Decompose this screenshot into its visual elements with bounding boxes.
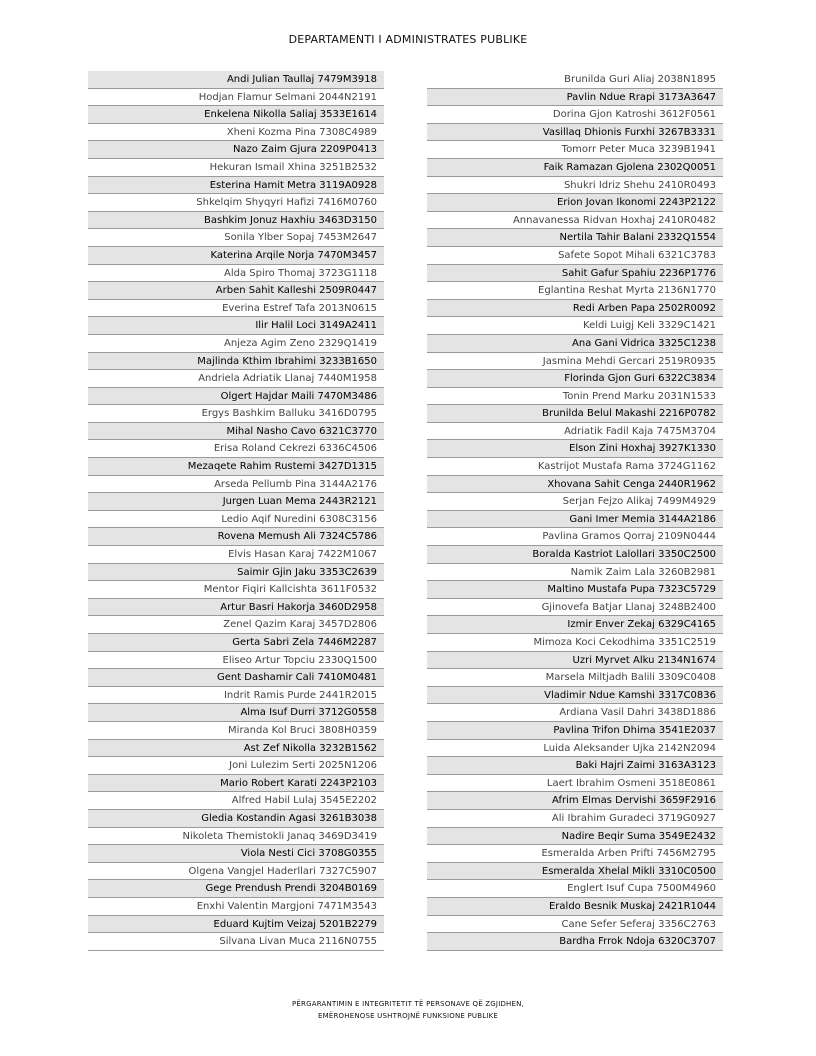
list-item: Nazo Zaim Gjura 2209P0413	[88, 141, 384, 159]
list-item: Pavlin Ndue Rrapi 3173A3647	[427, 89, 723, 107]
list-item: Alfred Habil Lulaj 3545E2202	[88, 792, 384, 810]
list-item: Boralda Kastriot Lalollari 3350C2500	[427, 546, 723, 564]
list-item: Shkelqim Shyqyri Hafizi 7416M0760	[88, 194, 384, 212]
list-item: Alma Isuf Durri 3712G0558	[88, 704, 384, 722]
list-item: Namik Zaim Lala 3260B2981	[427, 564, 723, 582]
list-item: Florinda Gjon Guri 6322C3834	[427, 370, 723, 388]
list-item: Olgena Vangjel Haderllari 7327C5907	[88, 863, 384, 881]
list-item: Eraldo Besnik Muskaj 2421R1044	[427, 898, 723, 916]
list-item: Faik Ramazan Gjolena 2302Q0051	[427, 159, 723, 177]
list-item: Safete Sopot Mihali 6321C3783	[427, 247, 723, 265]
list-item: Vladimir Ndue Kamshi 3317C0836	[427, 687, 723, 705]
list-item: Sahit Gafur Spahiu 2236P1776	[427, 265, 723, 283]
list-item: Dorina Gjon Katroshi 3612F0561	[427, 106, 723, 124]
list-item: Elvis Hasan Karaj 7422M1067	[88, 546, 384, 564]
list-item: Alda Spiro Thomaj 3723G1118	[88, 265, 384, 283]
list-item: Izmir Enver Zekaj 6329C4165	[427, 616, 723, 634]
list-item: Kastrijot Mustafa Rama 3724G1162	[427, 458, 723, 476]
left-name-column	[88, 71, 384, 951]
list-item: Jasmina Mehdi Gercari 2519R0935	[427, 353, 723, 371]
list-item: Bardha Frrok Ndoja 6320C3707	[427, 933, 723, 951]
list-item: Gani Imer Memia 3144A2186	[427, 511, 723, 529]
list-item: Shukri Idriz Shehu 2410R0493	[427, 177, 723, 195]
list-item: Elson Zini Hoxhaj 3927K1330	[427, 440, 723, 458]
list-item: Nikoleta Themistokli Janaq 3469D3419	[88, 828, 384, 846]
list-item: Everina Estref Tafa 2013N0615	[88, 300, 384, 318]
list-item: Silvana Livan Muca 2116N0755	[88, 933, 384, 951]
list-item: Annavanessa Ridvan Hoxhaj 2410R0482	[427, 212, 723, 230]
list-item: Zenel Qazim Karaj 3457D2806	[88, 616, 384, 634]
list-item: Indrit Ramis Purde 2441R2015	[88, 687, 384, 705]
list-item: Xheni Kozma Pina 7308C4989	[88, 124, 384, 142]
list-item: Xhovana Sahit Cenga 2440R1962	[427, 476, 723, 494]
list-item: Tonin Prend Marku 2031N1533	[427, 388, 723, 406]
list-item: Joni Lulezim Serti 2025N1206	[88, 757, 384, 775]
list-item: Esmeralda Xhelal Mikli 3310C0500	[427, 863, 723, 881]
list-item: Eliseo Artur Topciu 2330Q1500	[88, 652, 384, 670]
list-item: Mezaqete Rahim Rustemi 3427D1315	[88, 458, 384, 476]
list-item: Arben Sahit Kalleshi 2509R0447	[88, 282, 384, 300]
list-item: Bashkim Jonuz Haxhiu 3463D3150	[88, 212, 384, 230]
list-item: Mihal Nasho Cavo 6321C3770	[88, 423, 384, 441]
list-item: Nadire Beqir Suma 3549E2432	[427, 828, 723, 846]
list-item: Arseda Pellumb Pina 3144A2176	[88, 476, 384, 494]
list-item: Nertila Tahir Balani 2332Q1554	[427, 229, 723, 247]
list-item: Majlinda Kthim Ibrahimi 3233B1650	[88, 353, 384, 371]
list-item: Sonila Ylber Sopaj 7453M2647	[88, 229, 384, 247]
list-item: Eglantina Reshat Myrta 2136N1770	[427, 282, 723, 300]
list-item: Katerina Arqile Norja 7470M3457	[88, 247, 384, 265]
list-item: Baki Hajri Zaimi 3163A3123	[427, 757, 723, 775]
list-item: Adriatik Fadil Kaja 7475M3704	[427, 423, 723, 441]
list-item: Vasillaq Dhionis Furxhi 3267B3331	[427, 124, 723, 142]
list-item: Ana Gani Vidrica 3325C1238	[427, 335, 723, 353]
list-item: Rovena Memush Ali 7324C5786	[88, 528, 384, 546]
list-item: Ilir Halil Loci 3149A2411	[88, 317, 384, 335]
list-item: Mario Robert Karati 2243P2103	[88, 775, 384, 793]
list-item: Hodjan Flamur Selmani 2044N2191	[88, 89, 384, 107]
list-item: Redi Arben Papa 2502R0092	[427, 300, 723, 318]
list-item: Pavlina Gramos Qorraj 2109N0444	[427, 528, 723, 546]
list-item: Cane Sefer Seferaj 3356C2763	[427, 916, 723, 934]
list-item: Laert Ibrahim Osmeni 3518E0861	[427, 775, 723, 793]
list-item: Serjan Fejzo Alikaj 7499M4929	[427, 493, 723, 511]
list-item: Esmeralda Arben Prifti 7456M2795	[427, 845, 723, 863]
list-item: Artur Basri Hakorja 3460D2958	[88, 599, 384, 617]
list-item: Jurgen Luan Mema 2443R2121	[88, 493, 384, 511]
list-item: Uzri Myrvet Alku 2134N1674	[427, 652, 723, 670]
list-item: Enxhi Valentin Margjoni 7471M3543	[88, 898, 384, 916]
list-item: Ast Zef Nikolla 3232B1562	[88, 740, 384, 758]
footer-line-2: EMËROHENOSE USHTROJNË FUNKSIONE PUBLIKE	[317, 1012, 498, 1020]
list-item: Brunilda Belul Makashi 2216P0782	[427, 405, 723, 423]
list-item: Pavlina Trifon Dhima 3541E2037	[427, 722, 723, 740]
list-item: Luida Aleksander Ujka 2142N2094	[427, 740, 723, 758]
list-item: Gledia Kostandin Agasi 3261B3038	[88, 810, 384, 828]
list-item: Marsela Miltjadh Balili 3309C0408	[427, 669, 723, 687]
footer-line-1: PËRGARANTIMIN E INTEGRITETIT TË PERSONAVE QË ZGJIDHEN,	[291, 1000, 524, 1008]
list-item: Andriela Adriatik Llanaj 7440M1958	[88, 370, 384, 388]
list-item: Erion Jovan Ikonomi 2243P2122	[427, 194, 723, 212]
page-title: DEPARTAMENTI I ADMINISTRATES PUBLIKE	[288, 33, 528, 46]
list-item: Ledio Aqif Nuredini 6308C3156	[88, 511, 384, 529]
list-item: Ali Ibrahim Guradeci 3719G0927	[427, 810, 723, 828]
list-item: Tomorr Peter Muca 3239B1941	[427, 141, 723, 159]
list-item: Gjinovefa Batjar Llanaj 3248B2400	[427, 599, 723, 617]
footer	[0, 998, 816, 1022]
list-item: Ardiana Vasil Dahri 3438D1886	[427, 704, 723, 722]
list-item: Mimoza Koci Cekodhima 3351C2519	[427, 634, 723, 652]
list-item: Andi Julian Taullaj 7479M3918	[88, 71, 384, 89]
list-item: Erisa Roland Cekrezi 6336C4506	[88, 440, 384, 458]
list-item: Ergys Bashkim Balluku 3416D0795	[88, 405, 384, 423]
list-item: Gent Dashamir Cali 7410M0481	[88, 669, 384, 687]
list-item: Hekuran Ismail Xhina 3251B2532	[88, 159, 384, 177]
list-item: Gege Prendush Prendi 3204B0169	[88, 880, 384, 898]
list-item: Anjeza Agim Zeno 2329Q1419	[88, 335, 384, 353]
list-item: Keldi Luigj Keli 3329C1421	[427, 317, 723, 335]
list-item: Maltino Mustafa Pupa 7323C5729	[427, 581, 723, 599]
list-item: Gerta Sabri Zela 7446M2287	[88, 634, 384, 652]
list-item: Saimir Gjin Jaku 3353C2639	[88, 564, 384, 582]
list-item: Brunilda Guri Aliaj 2038N1895	[427, 71, 723, 89]
list-item: Enkelena Nikolla Saliaj 3533E1614	[88, 106, 384, 124]
list-item: Olgert Hajdar Maili 7470M3486	[88, 388, 384, 406]
list-item: Eduard Kujtim Veizaj 5201B2279	[88, 916, 384, 934]
list-item: Esterina Hamit Metra 3119A0928	[88, 177, 384, 195]
list-item: Viola Nesti Cici 3708G0355	[88, 845, 384, 863]
list-item: Mentor Fiqiri Kallcishta 3611F0532	[88, 581, 384, 599]
list-item: Miranda Kol Bruci 3808H0359	[88, 722, 384, 740]
right-name-column	[427, 71, 723, 951]
list-item: Afrim Elmas Dervishi 3659F2916	[427, 792, 723, 810]
list-item: Englert Isuf Cupa 7500M4960	[427, 880, 723, 898]
